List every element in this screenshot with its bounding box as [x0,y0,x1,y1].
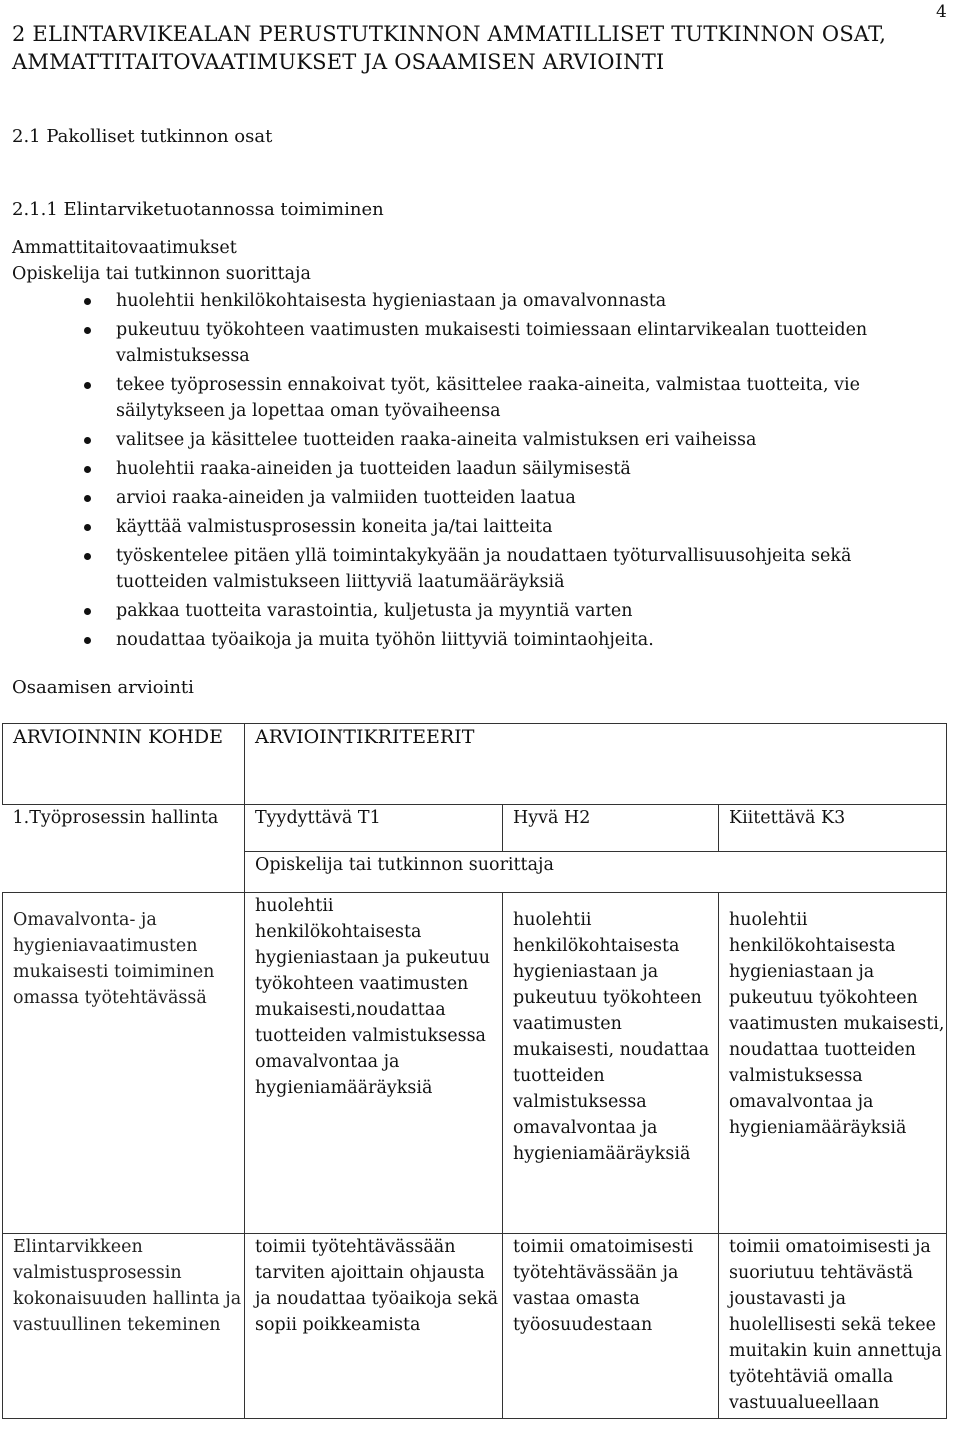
row-k3: huolehtii henkilökohtaisesta hygieniastaan ja pukeutuu työkohteen vaatimusten mukaisesti, noudattaa tuotteiden valmistuksessa omavalvontaa ja hygieniamääräyksiä [719,893,947,1234]
level-h2: Hyvä H2 [503,805,719,852]
table-row [3,1234,947,1419]
subheading: 2.1 Pakolliset tutkinnon osat [12,126,273,147]
section-title: 2.1.1 Elintarviketuotannossa toimiminen [12,199,384,220]
row-h2: huolehtii henkilökohtaisesta hygieniastaan ja pukeutuu työkohteen vaatimusten mukaisesti, noudattaa tuotteiden valmistuksessa omavalvontaa ja hygieniamääräyksiä [503,893,719,1234]
level-k3: Kiitettävä K3 [719,805,947,852]
list-item: valitsee ja käsittelee tuotteiden raaka-aineita valmistuksen eri vaiheissa [84,427,944,453]
list-item: arvioi raaka-aineiden ja valmiiden tuotteiden laatua [84,485,944,511]
page-number: 4 [936,2,947,22]
performer-label: Opiskelija tai tutkinnon suorittaja [12,264,311,284]
table-row [3,893,947,1234]
assessment-table [2,723,947,1419]
list-item: huolehtii henkilökohtaisesta hygieniastaan ja omavalvonnasta [84,288,944,314]
levels-row [3,805,947,852]
level-t1: Tyydyttävä T1 [245,805,503,852]
row-t1: toimii työtehtävässään tarviten ajoittain ohjausta ja noudattaa työaikoja sekä sopii poikkeamista [245,1234,503,1419]
list-item: pakkaa tuotteita varastointia, kuljetusta ja myyntiä varten [84,598,944,624]
assessment-label: Osaamisen arviointi [12,677,194,698]
table-header-row [3,724,947,805]
list-item: pukeutuu työkohteen vaatimusten mukaisesti toimiessaan elintarvikealan tuotteiden valmistuksessa [84,317,944,369]
performer-row [3,852,947,893]
row-target: Elintarvikkeen valmistusprosessin kokonaisuuden hallinta ja vastuullinen tekeminen [3,1234,245,1419]
header-target: ARVIOINNIN KOHDE [3,724,245,805]
row-t1: huolehtii henkilökohtaisesta hygieniastaan ja pukeutuu työkohteen vaatimusten mukaisesti,noudattaa tuotteiden valmistuksessa omavalvontaa ja hygieniamääräyksiä [245,893,503,1234]
header-criteria: ARVIOINTIKRITEERIT [245,724,947,805]
performer-cell: Opiskelija tai tutkinnon suorittaja [245,852,947,893]
list-item: tekee työprosessin ennakoivat työt, käsittelee raaka-aineita, valmistaa tuotteita, vie säilytykseen ja lopettaa oman työvaiheensa [84,372,944,424]
row-h2: toimii omatoimisesti työtehtävässään ja vastaa omasta työosuudestaan [503,1234,719,1419]
requirements-label: Ammattitaitovaatimukset [12,238,237,258]
target-section: 1.Työprosessin hallinta [12,808,219,828]
list-item: käyttää valmistusprosessin koneita ja/tai laitteita [84,514,944,540]
requirements-list [84,288,944,656]
page-heading: 2 ELINTARVIKEALAN PERUSTUTKINNON AMMATILLISET TUTKINNON OSAT, AMMATTITAITOVAATIMUKSET JA OSAAMISEN ARVIOINTI [12,22,887,74]
list-item: huolehtii raaka-aineiden ja tuotteiden laadun säilymisestä [84,456,944,482]
list-item: noudattaa työaikoja ja muita työhön liittyviä toimintaohjeita. [84,627,944,653]
row-k3: toimii omatoimisesti ja suoriutuu tehtävästä joustavasti ja huolellisesti sekä tekee muitakin kuin annettuja työtehtäviä omalla vastuualueellaan [719,1234,947,1419]
row-target: Omavalvonta- ja hygieniavaatimusten mukaisesti toimiminen omassa työtehtävässä [3,893,245,1234]
list-item: työskentelee pitäen yllä toimintakykyään ja noudattaen työturvallisuusohjeita sekä tuotteiden valmistukseen liittyviä laatumääräyksiä [84,543,944,595]
